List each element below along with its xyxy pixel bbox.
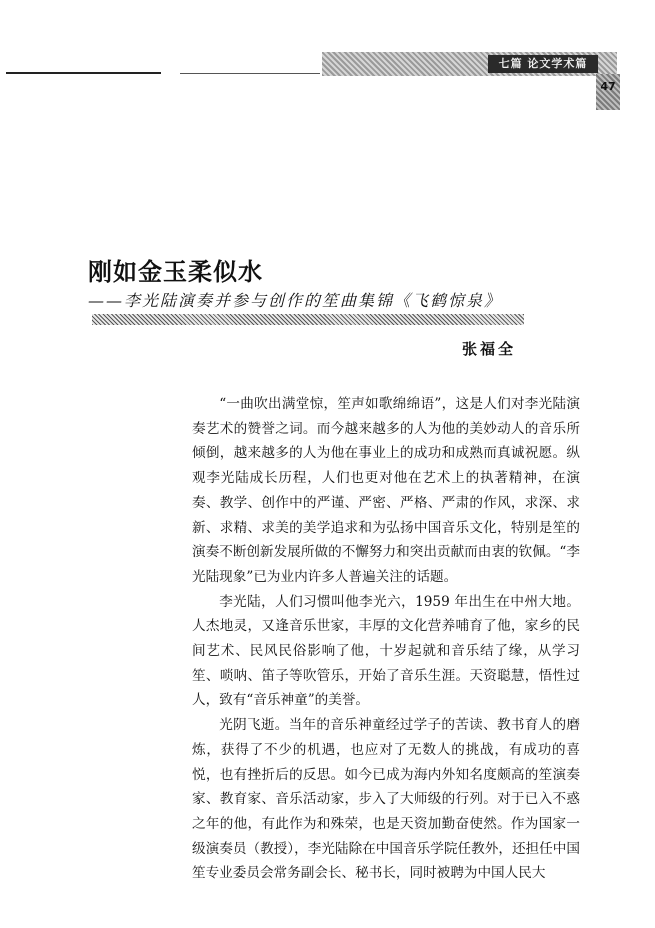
body-paragraph: “一曲吹出满堂惊，笙声如歌绵绵语”，这是人们对李光陆演奏艺术的赞誉之词。而今越来越多的人为他的美妙动人的音乐所倾倒，越来越多的人为他在事业上的成功和成熟而真诚祝愿。纵观李光陆成长历程，人们也更对他在艺术上的执著精神，在演奏、教学、创作中的严谨、严密、严格、严肃的作风，求深、求新、求精、求美的美学追求和为弘扬中国音乐文化，特别是笙的演奏不断创新发展所做的不懈努力和突出贡献而由衷的钦佩。“李光陆现象”已为业内许多人普遍关注的话题。 bbox=[192, 396, 580, 585]
article-subtitle: ——李光陆演奏并参与创作的笙曲集锦《飞鹤惊泉》 bbox=[88, 291, 503, 310]
page-number: 47 bbox=[600, 80, 616, 93]
title-hatch-divider bbox=[92, 314, 524, 325]
section-label: 七篇 论文学术篇 bbox=[488, 55, 598, 73]
article-title: 刚如金玉柔似水 bbox=[88, 258, 263, 286]
author-name: 张福全 bbox=[462, 340, 517, 358]
body-paragraph: 李光陆，人们习惯叫他李光六，1959 年出生在中州大地。人杰地灵，又逢音乐世家，丰厚的文化营养哺育了他，家乡的民间艺术、民风民俗影响了他，十岁起就和音乐结了缘，从学习笙、唢呐、笛子等吹管乐，开始了音乐生涯。天资聪慧，悟性过人，致有“音乐神童”的美誉。 bbox=[192, 593, 580, 709]
article-body bbox=[192, 392, 580, 886]
header-rule-thin bbox=[180, 73, 320, 74]
body-paragraph: 光阴飞逝。当年的音乐神童经过学子的苦读、教书育人的磨炼，获得了不少的机遇，也应对了无数人的挑战，有成功的喜悦，也有挫折后的反思。如今已成为海内外知名度颇高的笙演奏家、教育家、音乐活动家，步入了大师级的行列。对于已入不惑之年的他，有此作为和殊荣，也是天资加勤奋使然。作为国家一级演奏员（教授），李光陆除在中国音乐学院任教外，还担任中国笙专业委员会常务副会长、秘书长，同时被聘为中国人民大 bbox=[192, 717, 580, 882]
header-rule-left bbox=[6, 72, 161, 74]
